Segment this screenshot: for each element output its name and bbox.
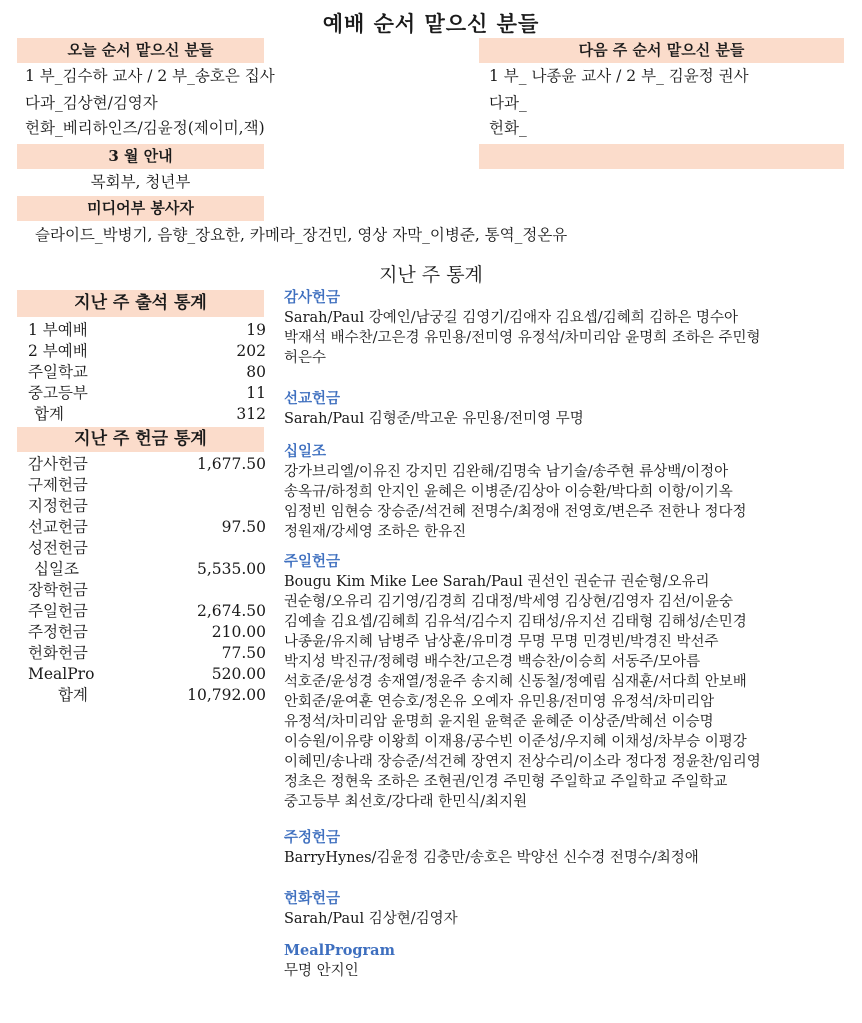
designated-list: BarryHynes/김윤정 김충만/송호은 박양선 신수경 전명수/최정애 bbox=[284, 850, 699, 866]
offering-row: 십일조 5,535.00 bbox=[34, 560, 266, 578]
tithe-title: 십일조 bbox=[284, 443, 327, 460]
sunday-list: Bougu Kim Mike Lee Sarah/Paul 권선인 권순규 권순형/오유리 권순형/오유리 김기영/김경희 김대정/박세영 김상현/김영자 김선/이윤숭 김예솔 김요셉/김혜희 김유석/김수지 김태성/유지선 김태형 김해성/손민경 나종윤/유지혜 남병주 남상훈/유미경 무명 무명 민경빈/박경진 박선주 박지성 박진규/정혜령 배수찬/고은경 백승찬/이승희 서동주/모아름 석호준/윤성경 송재열/정윤주 송지혜 신동철/정예림 심재훈/서다희 안보배 안회준/윤여훈 연승호/정온유 오예자 유민용/전미영 유정석/차미리암 유정석/차미리암 윤명희 윤지원 윤혁준 윤혜준 이상준/박혜선 이승명 이승원/이유량 이왕희 이재용/공수빈 이준성/우지혜 이채성/차부승 이평강 이혜민/송나래 장승준/석건혜 장연지 전상수리/이소라 정다정 정윤찬/임리영 정초은 정현욱 조하은 조현권/인경 주민형 주일학교 주일학교 주일학교 중고등부 최선호/강다래 한민식/최지원 bbox=[284, 574, 761, 810]
meal-list: 무명 안지인 bbox=[284, 963, 359, 979]
thanks-list: Sarah/Paul 강예인/남궁길 김영기/김애자 김요셉/김혜희 김하은 명수아 박재석 배수찬/고은경 유민용/전미영 유정석/차미리암 윤명희 조하은 주민형 허은수 bbox=[284, 310, 761, 366]
mission-title: 선교헌금 bbox=[284, 390, 341, 407]
offering-row: 지정헌금 bbox=[28, 497, 88, 515]
stats-title: 지난 주 통계 bbox=[379, 264, 483, 286]
next-week-line-2: 다과_ bbox=[489, 94, 527, 112]
offering-row: 주정헌금 210.00 bbox=[28, 623, 266, 641]
today-line-3: 헌화_베리하인즈/김윤정(제이미,잭) bbox=[25, 119, 265, 137]
today-header: 오늘 순서 맡으신 분들 bbox=[17, 38, 264, 63]
offering-row: 선교헌금 97.50 bbox=[28, 518, 266, 536]
offering-row: MealPro 520.00 bbox=[28, 665, 266, 683]
thanks-title: 감사헌금 bbox=[284, 289, 341, 306]
offering-row: 장학헌금 bbox=[28, 581, 88, 599]
next-week-line-3: 헌화_ bbox=[489, 119, 527, 137]
attendance-row: 2 부예배 202 bbox=[28, 342, 266, 360]
march-header: 3 월 안내 bbox=[17, 144, 264, 169]
page-title: 예배 순서 맡으신 분들 bbox=[322, 11, 540, 36]
next-week-header: 다음 주 순서 맡으신 분들 bbox=[479, 38, 844, 63]
offering-row: 헌화헌금 77.50 bbox=[28, 644, 266, 662]
designated-title: 주정헌금 bbox=[284, 829, 341, 846]
offering-header: 지난 주 헌금 통계 bbox=[17, 427, 264, 452]
offering-row: 주일헌금 2,674.50 bbox=[28, 602, 266, 620]
sunday-title: 주일헌금 bbox=[284, 553, 341, 570]
attendance-row: 1 부예배 19 bbox=[28, 321, 266, 339]
today-line-2: 다과_김상현/김영자 bbox=[25, 94, 158, 112]
tithe-list: 강가브리엘/이유진 강지민 김완해/김명숙 남기술/송주현 류상백/이정아 송옥규/하정희 안지인 윤혜은 이병준/김상아 이승환/박다희 이항/이기옥 임정빈 임현승 장승준/석건혜 전명수/최정애 전영호/변은주 전한나 정다정 정원재/강세영 조하은 한유진 bbox=[284, 464, 747, 540]
mission-list: Sarah/Paul 김형준/박고운 유민용/전미영 무명 bbox=[284, 411, 584, 427]
meal-title: MealProgram bbox=[284, 942, 395, 959]
attendance-row: 중고등부 11 bbox=[28, 384, 266, 402]
next-week-line-1: 1 부_ 나종윤 교사 / 2 부_ 김윤정 권사 bbox=[489, 67, 749, 85]
attendance-header: 지난 주 출석 통계 bbox=[17, 290, 264, 317]
attendance-row: 주일학교 80 bbox=[28, 363, 266, 381]
attendance-total-row: 합계 312 bbox=[34, 405, 266, 423]
media-header: 미디어부 봉사자 bbox=[17, 196, 264, 221]
offering-row: 성전헌금 bbox=[28, 539, 88, 557]
offering-row: 감사헌금 1,677.50 bbox=[28, 455, 266, 473]
march-text: 목회부, 청년부 bbox=[90, 173, 191, 191]
flower-list: Sarah/Paul 김상현/김영자 bbox=[284, 911, 458, 927]
offering-row: 구제헌금 bbox=[28, 476, 88, 494]
next-week-empty-bar bbox=[479, 144, 844, 169]
flower-title: 헌화헌금 bbox=[284, 890, 341, 907]
offering-total-row: 합계 10,792.00 bbox=[58, 686, 266, 704]
today-line-1: 1 부_김수하 교사 / 2 부_송호은 집사 bbox=[25, 67, 275, 85]
media-text: 슬라이드_박병기, 음향_장요한, 카메라_장건민, 영상 자막_이병준, 통역_정온유 bbox=[35, 226, 568, 244]
